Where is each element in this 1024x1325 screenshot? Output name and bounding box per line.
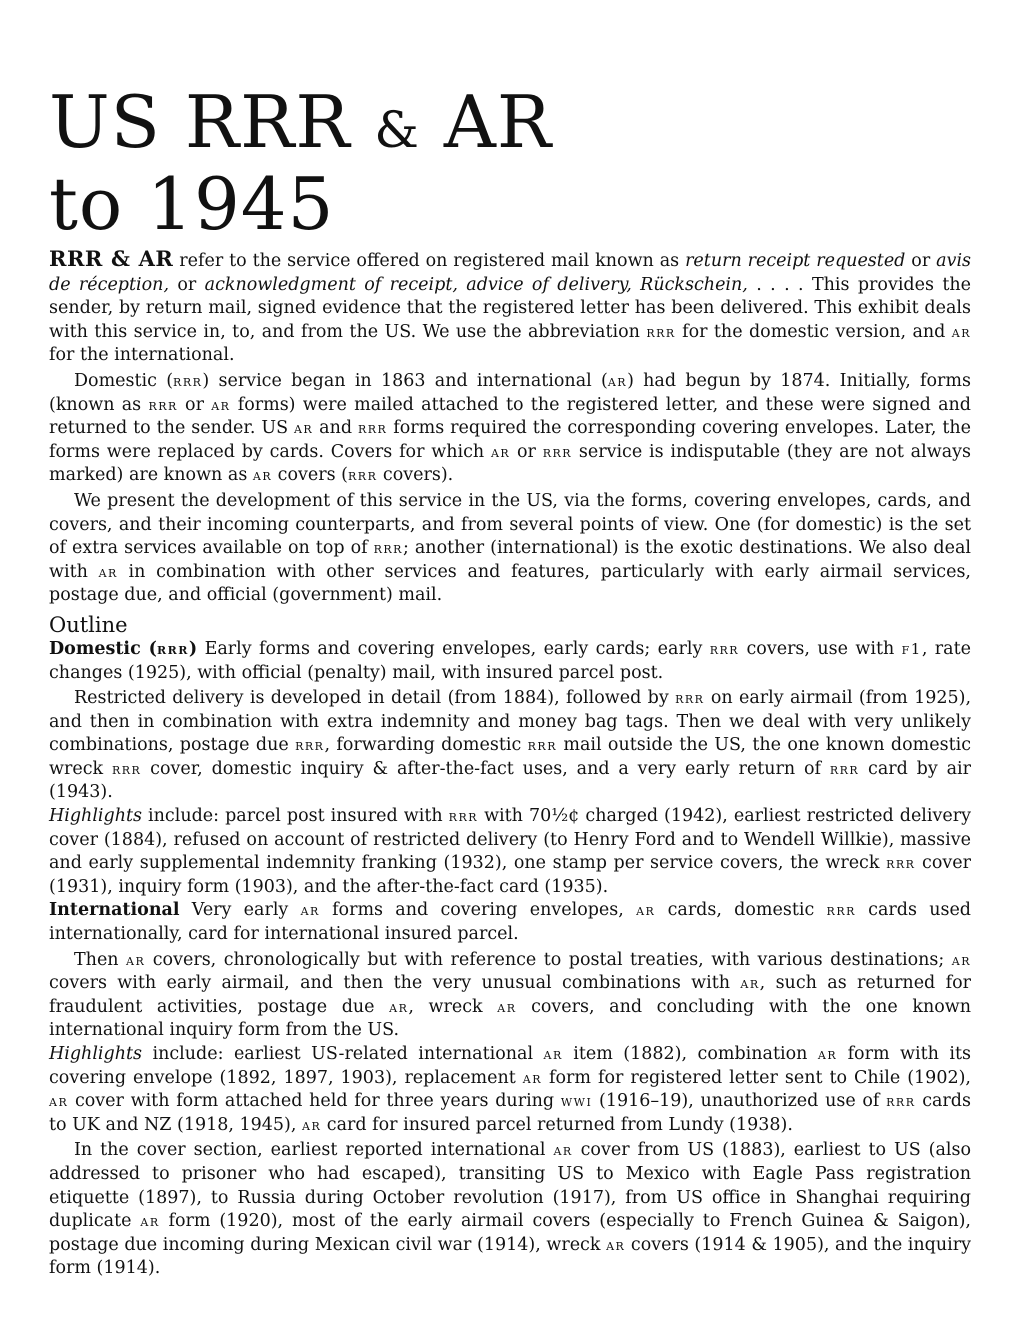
text-run: form for registered letter sent to Chile (1902), [542, 1067, 971, 1088]
highlights-label: Highlights [49, 806, 143, 827]
abbrev: ar [98, 562, 118, 581]
text-run: or [177, 394, 212, 415]
text-run: cards, domestic [655, 900, 827, 921]
abbrev: rrr [826, 901, 856, 920]
text-run: , forwarding domestic [324, 735, 528, 756]
abbrev: ar [951, 950, 971, 969]
title-line-2: to 1945 [49, 162, 335, 246]
text-run: . . . . This provides the sender, by return mail, signed evidence that the registered letter has been delivered. This exhibit deals with this service in, to, and from the US. We use the abbreviation [49, 274, 971, 342]
text-run: include: parcel post insured with [142, 806, 449, 827]
abbrev: rrr [173, 371, 203, 390]
history-paragraph [49, 370, 971, 488]
abbrev: rrr [675, 689, 705, 708]
text-run: refer to the service offered on registered mail known as [173, 251, 686, 271]
abbrev: ar [252, 466, 273, 485]
abbrev: ar [740, 974, 760, 993]
label-text: Domestic ( [49, 638, 157, 659]
text-run: covers). [377, 465, 454, 486]
abbrev: ar [497, 997, 517, 1016]
text-run: in combination with other services and features, particularly with early airmail services, postage due, and official (government) mail. [49, 561, 971, 606]
text-run: for the international. [49, 345, 235, 366]
abbrev: rrr [542, 442, 573, 461]
text-run: cards used internationally, card for international insured parcel. [49, 900, 972, 945]
text-run: form with its covering envelope (1892, 1897, 1903), replacement [49, 1044, 971, 1088]
outline-heading: Outline [49, 612, 128, 637]
abbrev: rrr [111, 759, 142, 778]
abbrev: ar [522, 1068, 543, 1087]
abbrev: rrr [448, 807, 479, 826]
abbrev: rrr [357, 419, 388, 438]
text-run: on early airmail (from 1925), and then in combination with extra indemnity and money bag tags. Then we deal with very unlikely combinations, postage due [49, 688, 972, 756]
international-paragraph [49, 899, 971, 946]
abbrev: rrr [886, 854, 916, 873]
text-run: cover (1931), inquiry form (1903), and the after-the-fact card (1935). [49, 853, 971, 897]
text-run: ) service began in 1863 and international ( [202, 370, 608, 391]
domestic-label [49, 639, 197, 659]
text-run: We present the development of this service in the US, via the forms, covering envelopes, cards, and covers, and their incoming counterparts, and from several points of view. One (for domestic) is the set of extra services available on top of [49, 490, 971, 559]
text-run: forms) were mailed attached to the registered letter, and these were signed and returned to the sender. US [49, 394, 971, 439]
italic-term: return receipt requested [685, 251, 906, 271]
text-run: form (1920), most of the early airmail covers (especially to French Guinea & Saigon), postage due incoming during Mexican civil war (1914), wreck [49, 1211, 971, 1255]
text-run: or [510, 441, 543, 462]
text-run: covers, use with [739, 638, 902, 659]
text-run: forms required the corresponding covering envelopes. Later, the forms were replaced by cards. Covers for which [49, 418, 971, 462]
abbrev: rrr [373, 539, 403, 558]
abbrev: rrr [156, 639, 189, 658]
abbrev: ar [606, 1235, 626, 1254]
text-run: covers, and concluding with the one known international inquiry form from the US. [49, 996, 971, 1041]
restricted-delivery-paragraph [49, 687, 971, 805]
text-run: or [905, 251, 937, 271]
abbrev: ar [211, 395, 231, 414]
title-text-a: US RRR [49, 80, 375, 164]
text-run: mail outside the US, the one known domestic wreck [49, 735, 971, 779]
abbrev: ar [490, 442, 511, 461]
text-run: covers with early airmail, and then the very unusual combinations with [49, 973, 741, 994]
text-run: cards to UK and NZ (1918, 1945), [49, 1091, 971, 1135]
abbrev: rrr [886, 1092, 916, 1111]
text-run: card by air (1943). [49, 758, 971, 803]
text-run: item (1882), combination [562, 1044, 818, 1064]
abbrev: ar [293, 419, 314, 438]
italic-term: avis de réception, [49, 251, 972, 295]
text-run: cover, domestic inquiry & after-the-fact uses, and a very early return of [141, 758, 830, 779]
label-text: ) [188, 638, 198, 659]
text-run: or [169, 274, 205, 295]
text-run: for the domestic version, and [675, 321, 952, 342]
text-run: Very early [179, 900, 301, 921]
abbrev: ar [553, 1141, 573, 1160]
abbrev: ar [389, 997, 409, 1016]
text-run: cover from US (1883), earliest to US (also addressed to prisoner who had escaped), transiting US to Mexico with Eagle Pass registration etiquette (1897), to Russia during October revolution (1917), from US office in Shanghai requiring duplicate [49, 1140, 971, 1232]
abbrev: ar [951, 322, 971, 341]
abbrev: ar [49, 1092, 69, 1111]
abbrev: f1 [901, 639, 922, 658]
text-run: with 70½¢ charged (1942), earliest restricted delivery cover (1884), refused on account of restricted delivery (to Henry Ford and to Wendell Willkie), massive and early supplemental indemnity franking (1932), one stamp per service covers, the wreck [49, 806, 971, 874]
text-run: Early forms and covering envelopes, early cards; early [197, 638, 710, 659]
intro-lead: RRR & AR [49, 246, 174, 271]
document-page [49, 80, 972, 1281]
abbrev: ar [543, 1045, 563, 1063]
domestic-paragraph [49, 638, 971, 685]
abbrev: ar [636, 901, 656, 920]
abbrev: rrr [148, 395, 178, 414]
domestic-highlights-paragraph [49, 805, 971, 899]
title-ampersand: & [374, 101, 420, 159]
text-run: (1916–19), unauthorized use of [592, 1091, 887, 1112]
text-run: service is indisputable (they are not always marked) are known as [49, 441, 971, 486]
text-run: ) had begun by 1874. Initially, forms (known as [49, 370, 971, 415]
italic-term: acknowledgment of receipt, advice of delivery, Rückschein, [204, 274, 748, 295]
abbrev: rrr [829, 759, 860, 778]
abbrev: rrr [295, 736, 325, 755]
abbrev: wwi [560, 1092, 593, 1111]
title-line-1 [49, 80, 971, 167]
text-run: covers ( [272, 465, 348, 486]
ar-covers-paragraph [49, 949, 971, 1043]
text-run: forms and covering envelopes, [319, 900, 637, 921]
text-run: Restricted delivery is developed in detail (from 1884), followed by [74, 688, 676, 709]
abbrev: ar [817, 1045, 838, 1063]
text-run: , rate changes (1925), with official (penalty) mail, with insured parcel post. [49, 638, 971, 683]
text-run: ; another (international) is the exotic destinations. We also deal with [49, 538, 971, 582]
text-run: include: earliest US-related international [142, 1044, 544, 1064]
text-run: Then [74, 949, 127, 970]
text-run: , wreck [408, 996, 498, 1017]
abbrev: rrr [709, 639, 740, 658]
title-text-b: AR [419, 80, 553, 164]
abbrev: ar [140, 1212, 160, 1231]
highlights-label: Highlights [49, 1044, 143, 1064]
abbrev: ar [126, 950, 146, 969]
text-run: and [313, 418, 358, 439]
text-run: In the cover section, earliest reported international [74, 1140, 554, 1161]
abbrev: ar [607, 371, 628, 390]
abbrev: ar [300, 901, 320, 920]
international-label: International [49, 900, 180, 921]
text-run: , such as returned for fraudulent activities, postage due [49, 973, 971, 1017]
intro-paragraph [49, 247, 971, 368]
cover-section-paragraph [49, 1139, 971, 1281]
abbrev: rrr [348, 466, 378, 485]
text-run: card for insured parcel returned from Lundy (1938). [321, 1114, 793, 1135]
scope-paragraph [49, 490, 971, 608]
page-title [49, 80, 971, 246]
text-run: covers, chronologically but with reference to postal treaties, with various destinations; [145, 949, 952, 970]
text-run: covers (1914 & 1905), and the inquiry form (1914). [49, 1234, 971, 1279]
text-run: Domestic ( [74, 370, 174, 391]
abbrev: ar [302, 1115, 322, 1134]
abbrev: rrr [646, 322, 676, 341]
international-highlights-paragraph [49, 1043, 971, 1137]
text-run: cover with form attached held for three years during [68, 1091, 561, 1112]
abbrev: rrr [527, 736, 557, 755]
